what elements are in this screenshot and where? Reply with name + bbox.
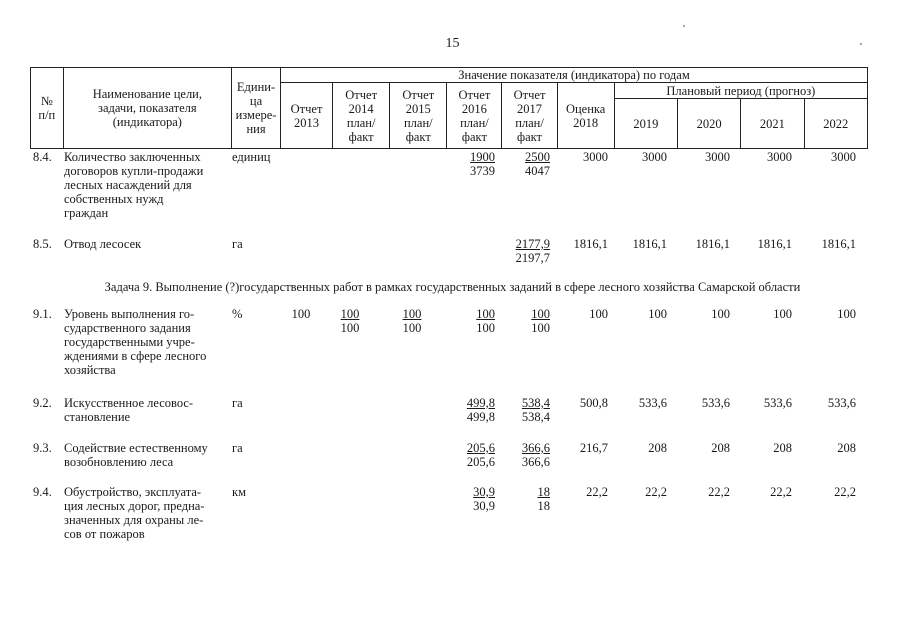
page-number: 15 (445, 36, 460, 51)
header-num: № п/п (31, 68, 64, 149)
plan-value: 100 (340, 307, 360, 321)
year-value: 208 (837, 441, 856, 455)
unit-of-measure: га (232, 396, 243, 410)
plan-value: 366,6 (521, 441, 550, 455)
indicator-name: Отвод лесосек (64, 237, 142, 251)
indicator-name: Обустройство, эксплуата- ция лесных дорог, предна- значенных для охраны ле- сов от пожаров (64, 485, 205, 541)
plan-value: 2500 (525, 150, 550, 164)
fact-value: 538,4 (521, 410, 550, 424)
plan-fact-cell (447, 150, 495, 178)
task-9-heading: Задача 9. Выполнение (?)государственных работ в рамках государственных заданий в сфере лесного хозяйства Самарской области (104, 280, 801, 294)
fact-value: 30,9 (473, 499, 495, 513)
header-unit: Едини- ца измере- ния (232, 68, 281, 149)
fact-value: 100 (476, 321, 495, 335)
year-value: 3000 (583, 150, 608, 164)
fact-value: 4047 (525, 164, 550, 178)
year-value: 1816,1 (695, 237, 730, 251)
year-value: 533,6 (827, 396, 856, 410)
plan-fact-cell (502, 150, 550, 178)
fact-value: 100 (531, 321, 550, 335)
indicator-name: Содействие естественному возобновлению леса (64, 441, 208, 469)
year-value: 22,2 (586, 485, 608, 499)
fact-value: 100 (402, 321, 422, 335)
row-number: 9.1. (33, 307, 52, 321)
year-value: 3000 (705, 150, 730, 164)
year-value: 100 (773, 307, 792, 321)
fact-value: 2197,7 (515, 251, 550, 265)
plan-value: 30,9 (473, 485, 495, 499)
fact-value: 3739 (470, 164, 495, 178)
header-name: Наименование цели, задачи, показателя (индикатора) (63, 68, 231, 149)
year-value: 1816,1 (821, 237, 856, 251)
plan-value: 538,4 (521, 396, 550, 410)
plan-fact-cell (502, 485, 550, 513)
year-value: 1816,1 (573, 237, 608, 251)
header-2015: Отчет 2015 план/ факт (390, 83, 447, 149)
year-value: 100 (589, 307, 608, 321)
plan-fact-cell (502, 441, 550, 469)
year-value: 216,7 (579, 441, 608, 455)
plan-value: 100 (402, 307, 422, 321)
plan-fact-cell (502, 396, 550, 424)
year-value: 22,2 (834, 485, 856, 499)
row-number: 9.2. (33, 396, 52, 410)
year-value: 100 (837, 307, 856, 321)
year-value: 208 (773, 441, 792, 455)
plan-value: 18 (537, 485, 550, 499)
year-value: 3000 (642, 150, 667, 164)
plan-value: 100 (476, 307, 495, 321)
plan-fact-cell (447, 441, 495, 469)
year-value: 100 (648, 307, 667, 321)
unit-of-measure: % (232, 307, 243, 321)
year-value: 22,2 (708, 485, 730, 499)
plan-value: 499,8 (466, 396, 495, 410)
fact-value: 499,8 (466, 410, 495, 424)
row-number: 9.3. (33, 441, 52, 455)
year-value: 100 (711, 307, 730, 321)
header-2019: 2019 (614, 99, 677, 149)
plan-fact-cell (392, 307, 432, 335)
unit-of-measure: га (232, 237, 243, 251)
indicator-name: Количество заключенных договоров купли-продажи лесных насаждений для собственных нужд граждан (64, 150, 204, 220)
unit-of-measure: га (232, 441, 243, 455)
header-2021: 2021 (741, 99, 804, 149)
year-value: 533,6 (763, 396, 792, 410)
row-number: 8.5. (33, 237, 52, 251)
unit-of-measure: км (232, 485, 246, 499)
scan-speck (683, 25, 685, 27)
header-2020: 2020 (677, 99, 740, 149)
header-values-by-year: Значение показателя (индикатора) по годам (281, 68, 868, 83)
row-number: 9.4. (33, 485, 52, 499)
plan-value: 100 (531, 307, 550, 321)
indicator-name: Уровень выполнения го- сударственного задания государственными учре- ждениями в сфере лесного хозяйства (64, 307, 207, 377)
header-planned-period: Плановый период (прогноз) (614, 83, 867, 99)
header-2013: Отчет 2013 (281, 83, 333, 149)
plan-fact-cell (447, 396, 495, 424)
plan-value: 1900 (470, 150, 495, 164)
plan-fact-cell (330, 307, 370, 335)
fact-value: 18 (537, 499, 550, 513)
indicator-name: Искусственное лесовос- становление (64, 396, 194, 424)
fact-value: 100 (340, 321, 360, 335)
year-value: 100 (291, 307, 311, 321)
year-value: 1816,1 (757, 237, 792, 251)
year-value: 533,6 (638, 396, 667, 410)
fact-value: 205,6 (466, 455, 495, 469)
fact-value: 366,6 (521, 455, 550, 469)
plan-fact-cell (502, 237, 550, 265)
table-header (30, 67, 868, 149)
year-value: 500,8 (579, 396, 608, 410)
year-value: 22,2 (770, 485, 792, 499)
year-value: 3000 (831, 150, 856, 164)
year-value: 22,2 (645, 485, 667, 499)
header-2014: Отчет 2014 план/ факт (333, 83, 390, 149)
header-2017: Отчет 2017 план/ факт (502, 83, 557, 149)
plan-fact-cell (447, 307, 495, 335)
plan-value: 205,6 (466, 441, 495, 455)
unit-of-measure: единиц (232, 150, 271, 164)
plan-fact-cell (447, 485, 495, 513)
year-value: 208 (648, 441, 667, 455)
header-2018: Оценка 2018 (557, 83, 614, 149)
header-2016: Отчет 2016 план/ факт (447, 83, 502, 149)
header-2022: 2022 (804, 99, 867, 149)
year-value: 3000 (767, 150, 792, 164)
scan-speck (860, 43, 862, 45)
plan-value: 2177,9 (515, 237, 550, 251)
year-value: 533,6 (701, 396, 730, 410)
year-value: 208 (711, 441, 730, 455)
row-number: 8.4. (33, 150, 52, 164)
plan-fact-cell (502, 307, 550, 335)
year-value: 1816,1 (632, 237, 667, 251)
